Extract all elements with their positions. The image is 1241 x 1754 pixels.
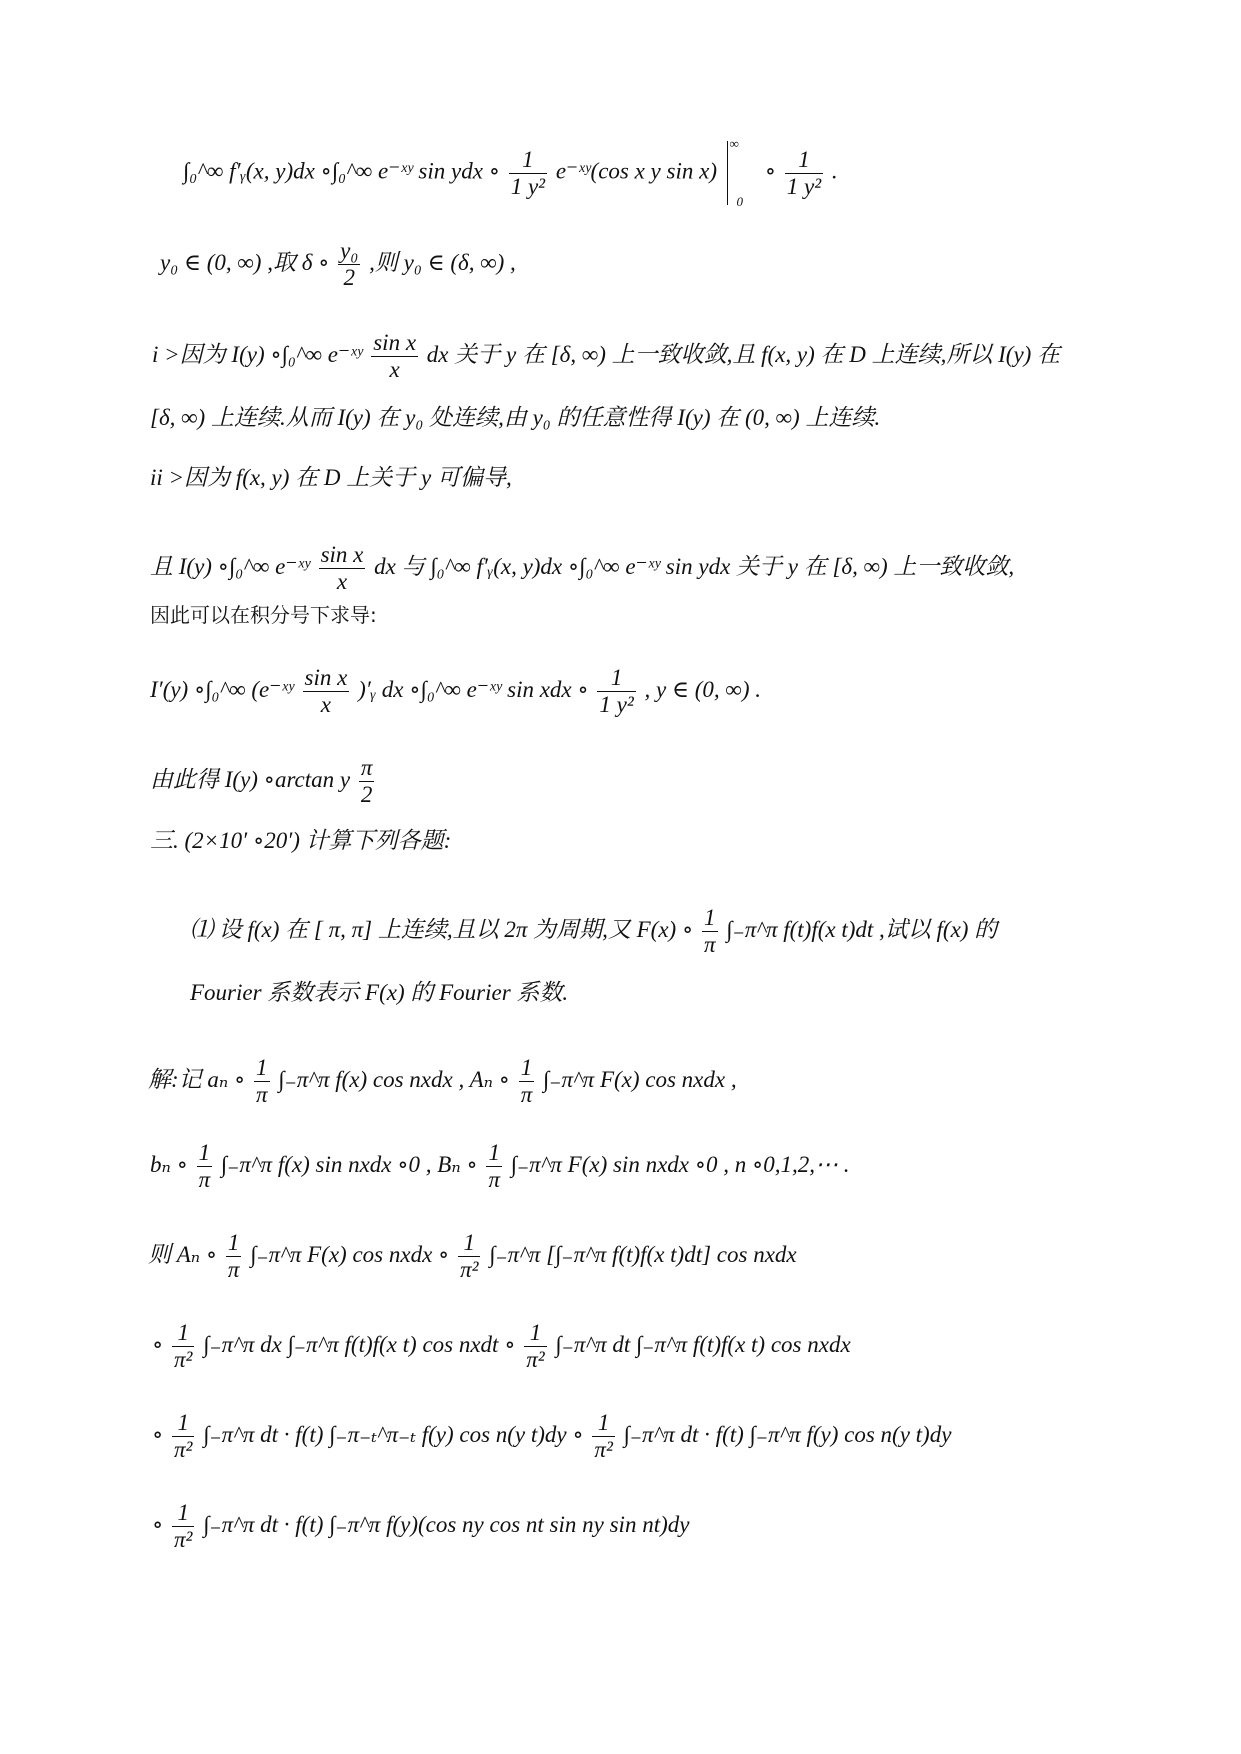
formula-line-8: [150, 665, 761, 718]
formula-line-13: [148, 1055, 737, 1108]
formula-text: I′(y) ∘∫₀^∞ (e⁻ˣʸ: [150, 676, 294, 702]
fraction: $\frac{1}{\pi}$: [520, 1055, 533, 1107]
formula-text: ∘: [152, 1331, 164, 1357]
formula-text: ,则 y₀ ∈ (δ, ∞) ,: [369, 249, 516, 275]
formula-text: 且 I(y) ∘∫₀^∞ e⁻ˣʸ: [150, 553, 310, 579]
formula-text: ∫₋π^π f(x) sin nxdx ∘0 , Bₙ ∘: [220, 1151, 478, 1177]
formula-line-5: [150, 463, 512, 493]
formula-text: ∫₋π^π dt · f(t) ∫₋π^π f(y) cos n(y t)dy: [623, 1421, 952, 1447]
formula-line-18: [152, 1500, 689, 1553]
formula-text: ∫₋π^π f(x) cos nxdx , Aₙ ∘: [278, 1066, 510, 1092]
formula-text: Fourier 系数表示 F(x) 的 Fourier 系数.: [190, 980, 569, 1005]
fraction: $\frac{1}{\text{π²}}$: [526, 1320, 545, 1372]
section-heading: [150, 826, 451, 856]
formula-text: ∘: [764, 158, 777, 184]
fraction: $\frac{1}{\pi}$: [227, 1230, 240, 1282]
fraction: $\frac{1}{\text{π²}}$: [174, 1410, 193, 1462]
fraction: $\frac{1}{\text{π²}}$: [174, 1320, 193, 1372]
formula-line-7: [150, 600, 377, 630]
formula-line-15: [148, 1230, 797, 1283]
formula-text: dx 关于 y 在 [δ, ∞) 上一致收敛,且 f(x, y) 在 D 上连续,所以 I(y) 在: [426, 341, 1061, 367]
formula-text: ∫₋π^π F(x) sin nxdx ∘0 , n ∘0,1,2,⋯ .: [510, 1151, 850, 1177]
formula-text: bₙ ∘: [150, 1151, 188, 1177]
fraction: $\frac{\text{y₀}}{2}$: [340, 238, 359, 290]
formula-text: ∘: [152, 1421, 164, 1447]
fraction: $\frac{1}{\text{π²}}$: [174, 1500, 193, 1552]
formula-line-9: [150, 755, 377, 808]
formula-line-16: [152, 1320, 851, 1373]
formula-line-17: [152, 1410, 951, 1463]
formula-text: ∫₋π^π dx ∫₋π^π f(t)f(x t) cos nxdt ∘: [203, 1331, 516, 1357]
eval-upper: ∞: [729, 135, 739, 151]
formula-text: ∫₀^∞ f′ᵧ(x, y)dx ∘∫₀^∞ e⁻ˣʸ sin ydx ∘: [183, 158, 500, 184]
fraction: $\frac{\text{sin x}}{x}$: [373, 330, 417, 382]
fraction: $\frac{1}{\pi}$: [256, 1055, 268, 1107]
fraction: $\frac{\text{sin x}}{x}$: [304, 665, 348, 717]
formula-line-6: [150, 542, 1014, 595]
formula-text: , y ∈ (0, ∞) .: [644, 676, 761, 702]
fraction: $\frac{1}{\text{π²}}$: [460, 1230, 479, 1282]
formula-text: ∫₋π^π F(x) cos nxdx ,: [543, 1066, 737, 1092]
formula-text: 由此得 I(y) ∘arctan y: [150, 766, 351, 792]
formula-text: ∫₋π^π f(t)f(x t)dt ,试以 f(x) 的: [726, 916, 998, 942]
formula-text: 解:记 aₙ ∘: [148, 1066, 246, 1092]
formula-line-4: [150, 403, 880, 433]
fraction: $\frac{1}{\pi}$: [704, 905, 716, 957]
formula-line-1: [183, 135, 838, 209]
formula-text: ii >因为 f(x, y) 在 D 上关于 y 可偏导,: [150, 465, 512, 490]
formula-line-14: [150, 1140, 850, 1193]
formula-text: ∫₋π^π dt · f(t) ∫₋π^π f(y)(cos ny cos nt sin ny sin nt)dy: [203, 1511, 690, 1537]
formula-text: e⁻ˣʸ(cos x y sin x): [555, 158, 717, 184]
formula-text: ∫₋π^π [∫₋π^π f(t)f(x t)dt] cos nxdx: [489, 1241, 797, 1267]
fraction: $\frac{1}{\pi}$: [198, 1140, 211, 1192]
text: 因此可以在积分号下求导:: [150, 603, 377, 627]
formula-text: ∫₋π^π dt ∫₋π^π f(t)f(x t) cos nxdx: [555, 1331, 851, 1357]
formula-text: 则 Aₙ ∘: [148, 1241, 218, 1267]
fraction: $\frac{1}{\pi}$: [488, 1140, 500, 1192]
fraction: $\frac{1}{\text{π²}}$: [594, 1410, 613, 1462]
fraction: $\frac{1}{\text{1 y²}}$: [786, 146, 822, 199]
formula-text: i >因为 I(y) ∘∫₀^∞ e⁻ˣʸ: [152, 341, 363, 367]
evaluation-bar: [727, 141, 728, 205]
formula-text: ⑴ 设 f(x) 在 [ π, π] 上连续,且以 2π 为周期,又 F(x) ∘: [190, 916, 694, 942]
fraction: $\frac{1}{\text{1 y²}}$: [510, 146, 546, 199]
formula-line-2: [160, 238, 516, 291]
formula-line-12: [190, 978, 568, 1008]
formula-text: ∘: [152, 1511, 164, 1537]
eval-lower: 0: [736, 193, 744, 209]
formula-text: )′ᵧ dx ∘∫₀^∞ e⁻ˣʸ sin xdx ∘: [358, 676, 589, 702]
formula-text: .: [831, 158, 838, 184]
formula-text: [δ, ∞) 上连续.从而 I(y) 在 y₀ 处连续,由 y₀ 的任意性得 I(y) 在 (0, ∞) 上连续.: [150, 405, 881, 430]
formula-text: 三. (2×10′ ∘20′) 计算下列各题:: [150, 828, 452, 853]
formula-line-11: [190, 905, 997, 958]
fraction: $\frac{\pi}{2}$: [360, 755, 373, 807]
formula-text: ∫₋π^π F(x) cos nxdx ∘: [250, 1241, 450, 1267]
formula-line-3: [152, 330, 1060, 383]
formula-text: ∫₋π^π dt · f(t) ∫₋π₋ₜ^π₋ₜ f(y) cos n(y t)dy ∘: [203, 1421, 584, 1447]
fraction: $\frac{\text{sin x}}{x}$: [320, 542, 364, 594]
formula-text: dx 与 ∫₀^∞ f′ᵧ(x, y)dx ∘∫₀^∞ e⁻ˣʸ sin ydx 关于 y 在 [δ, ∞) 上一致收敛,: [374, 553, 1015, 579]
fraction: $\frac{1}{\text{1 y²}}$: [599, 665, 634, 717]
formula-text: y₀ ∈ (0, ∞) ,取 δ ∘: [160, 249, 330, 275]
